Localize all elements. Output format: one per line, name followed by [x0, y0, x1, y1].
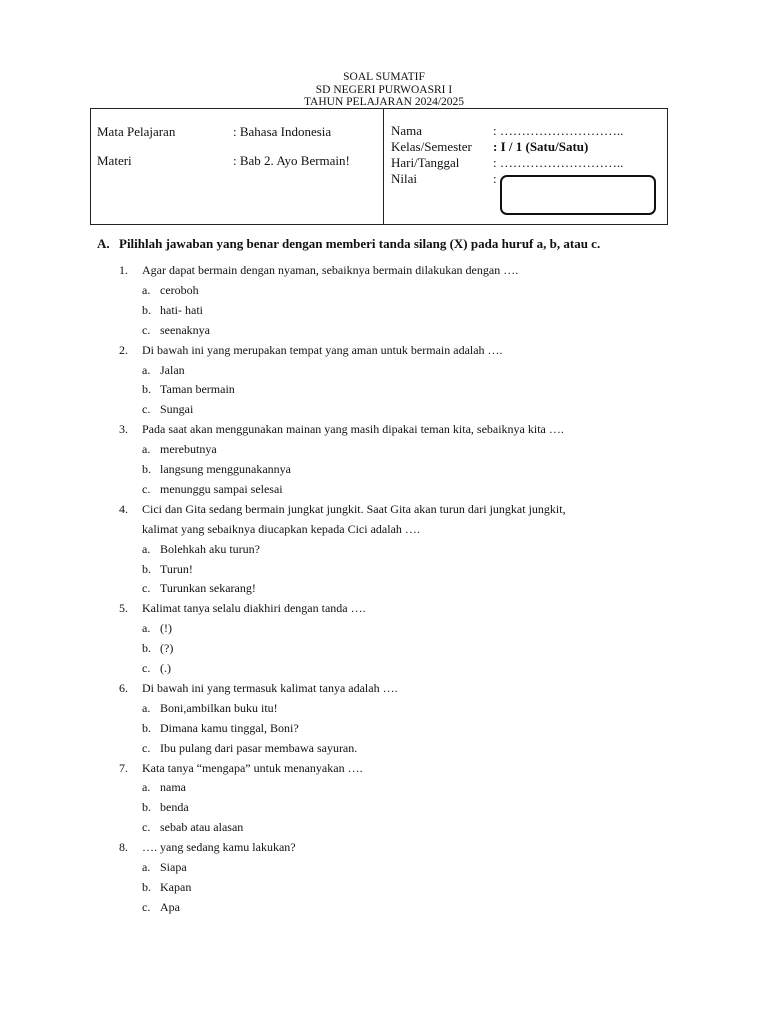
question-text: Di bawah ini yang merupakan tempat yang aman untuk bermain adalah ….	[142, 342, 503, 357]
option-letter[interactable]: b.	[142, 720, 151, 735]
question-text: Cici dan Gita sedang bermain jungkat jungkit. Saat Gita akan turun dari jungkat jungkit,	[142, 501, 566, 516]
option-letter[interactable]: b.	[142, 462, 151, 476]
option-letter[interactable]: c.	[142, 322, 151, 337]
option-letter[interactable]: c.	[142, 899, 151, 914]
option-letter[interactable]: b.	[142, 561, 151, 576]
option-text: Kapan	[160, 879, 192, 894]
hari-label: Hari/Tanggal	[391, 155, 460, 170]
mapel-value: : Bahasa Indonesia	[233, 124, 332, 139]
option-letter[interactable]: b.	[142, 879, 151, 894]
option-letter[interactable]: a.	[142, 362, 151, 377]
option-text: (?)	[160, 641, 174, 656]
option-letter[interactable]: c.	[142, 481, 151, 496]
option-text: Dimana kamu tinggal, Boni?	[160, 720, 299, 735]
nama-label: Nama	[391, 123, 423, 138]
option-letter[interactable]: b.	[142, 641, 151, 656]
materi-label: Materi	[97, 153, 132, 168]
question-text: Agar dapat bermain dengan nyaman, sebaiknya bermain dilakukan dengan ….	[142, 263, 519, 277]
option-letter[interactable]: c.	[142, 402, 151, 417]
option-letter[interactable]: a.	[142, 860, 151, 874]
option-text: benda	[160, 800, 189, 815]
option-letter[interactable]: a.	[142, 541, 151, 556]
section-a-instruction: Pilihlah jawaban yang benar dengan memberi tanda silang (X) pada huruf a, b, atau c.	[119, 236, 601, 251]
document-header	[0, 71, 768, 109]
option-letter[interactable]: b.	[142, 382, 151, 397]
option-text: Turun!	[160, 561, 193, 576]
option-text: nama	[160, 780, 186, 795]
option-letter[interactable]: b.	[142, 302, 151, 317]
question-text: kalimat yang sebaiknya diucapkan kepada Cici adalah ….	[142, 521, 420, 536]
question-number: 5.	[119, 601, 128, 616]
question-text: Di bawah ini yang termasuk kalimat tanya adalah ….	[142, 680, 398, 695]
question-number: 3.	[119, 422, 128, 437]
option-text: Taman bermain	[160, 382, 235, 397]
question-text: Pada saat akan menggunakan mainan yang masih dipakai teman kita, sebaiknya kita ….	[142, 422, 564, 437]
option-letter[interactable]: c.	[142, 581, 151, 596]
question-text: Kalimat tanya selalu diakhiri dengan tanda ….	[142, 601, 366, 616]
question-text: …. yang sedang kamu lakukan?	[142, 840, 296, 855]
option-text: Turunkan sekarang!	[160, 581, 256, 596]
option-text: sebab atau alasan	[160, 820, 244, 835]
info-box	[90, 108, 668, 225]
option-text: langsung menggunakannya	[160, 462, 291, 476]
section-a-letter: A.	[97, 236, 110, 251]
nama-value: : ………………………..	[493, 123, 624, 138]
option-letter[interactable]: b.	[142, 800, 151, 815]
option-text: (!)	[160, 621, 172, 636]
option-letter[interactable]: a.	[142, 621, 151, 636]
header-title: SOAL SUMATIF	[343, 71, 425, 83]
option-letter[interactable]: a.	[142, 700, 151, 715]
question-number: 2.	[119, 342, 128, 357]
option-text: Bolehkah aku turun?	[160, 541, 260, 556]
option-letter[interactable]: a.	[142, 442, 151, 457]
option-text: Jalan	[160, 362, 185, 377]
option-letter[interactable]: c.	[142, 740, 151, 755]
header-year: TAHUN PELAJARAN 2024/2025	[303, 96, 465, 108]
option-text: seenaknya	[160, 322, 210, 337]
option-text: menunggu sampai selesai	[160, 481, 283, 496]
mapel-label: Mata Pelajaran	[97, 124, 176, 139]
option-letter[interactable]: a.	[142, 282, 151, 297]
kelas-label: Kelas/Semester	[391, 139, 472, 154]
question-number: 7.	[119, 760, 128, 775]
header-school: SD NEGERI PURWOASRI I	[315, 83, 453, 96]
option-text: Siapa	[160, 860, 187, 874]
question-number: 4.	[119, 501, 128, 516]
materi-value: : Bab 2. Ayo Bermain!	[233, 153, 350, 168]
question-text: Kata tanya “mengapa” untuk menanyakan ….	[142, 760, 363, 775]
option-text: (.)	[160, 661, 171, 675]
info-left-panel	[91, 109, 384, 224]
question-number: 8.	[119, 840, 128, 855]
option-text: Apa	[160, 899, 180, 914]
nilai-value: :	[493, 171, 497, 186]
kelas-value: : I / 1 (Satu/Satu)	[493, 139, 589, 154]
option-text: Ibu pulang dari pasar membawa sayuran.	[160, 740, 358, 755]
option-text: ceroboh	[160, 282, 199, 297]
option-letter[interactable]: a.	[142, 780, 151, 795]
option-letter[interactable]: c.	[142, 820, 151, 835]
question-number: 1.	[119, 263, 128, 277]
option-text: Sungai	[160, 402, 194, 417]
hari-value: : ………………………..	[493, 155, 624, 170]
nilai-label: Nilai	[391, 171, 417, 186]
option-letter[interactable]: c.	[142, 661, 151, 675]
option-text: Boni,ambilkan buku itu!	[160, 700, 278, 715]
question-number: 6.	[119, 680, 128, 695]
option-text: merebutnya	[160, 442, 217, 457]
option-text: hati- hati	[160, 302, 203, 317]
nilai-score-box[interactable]	[500, 175, 656, 215]
